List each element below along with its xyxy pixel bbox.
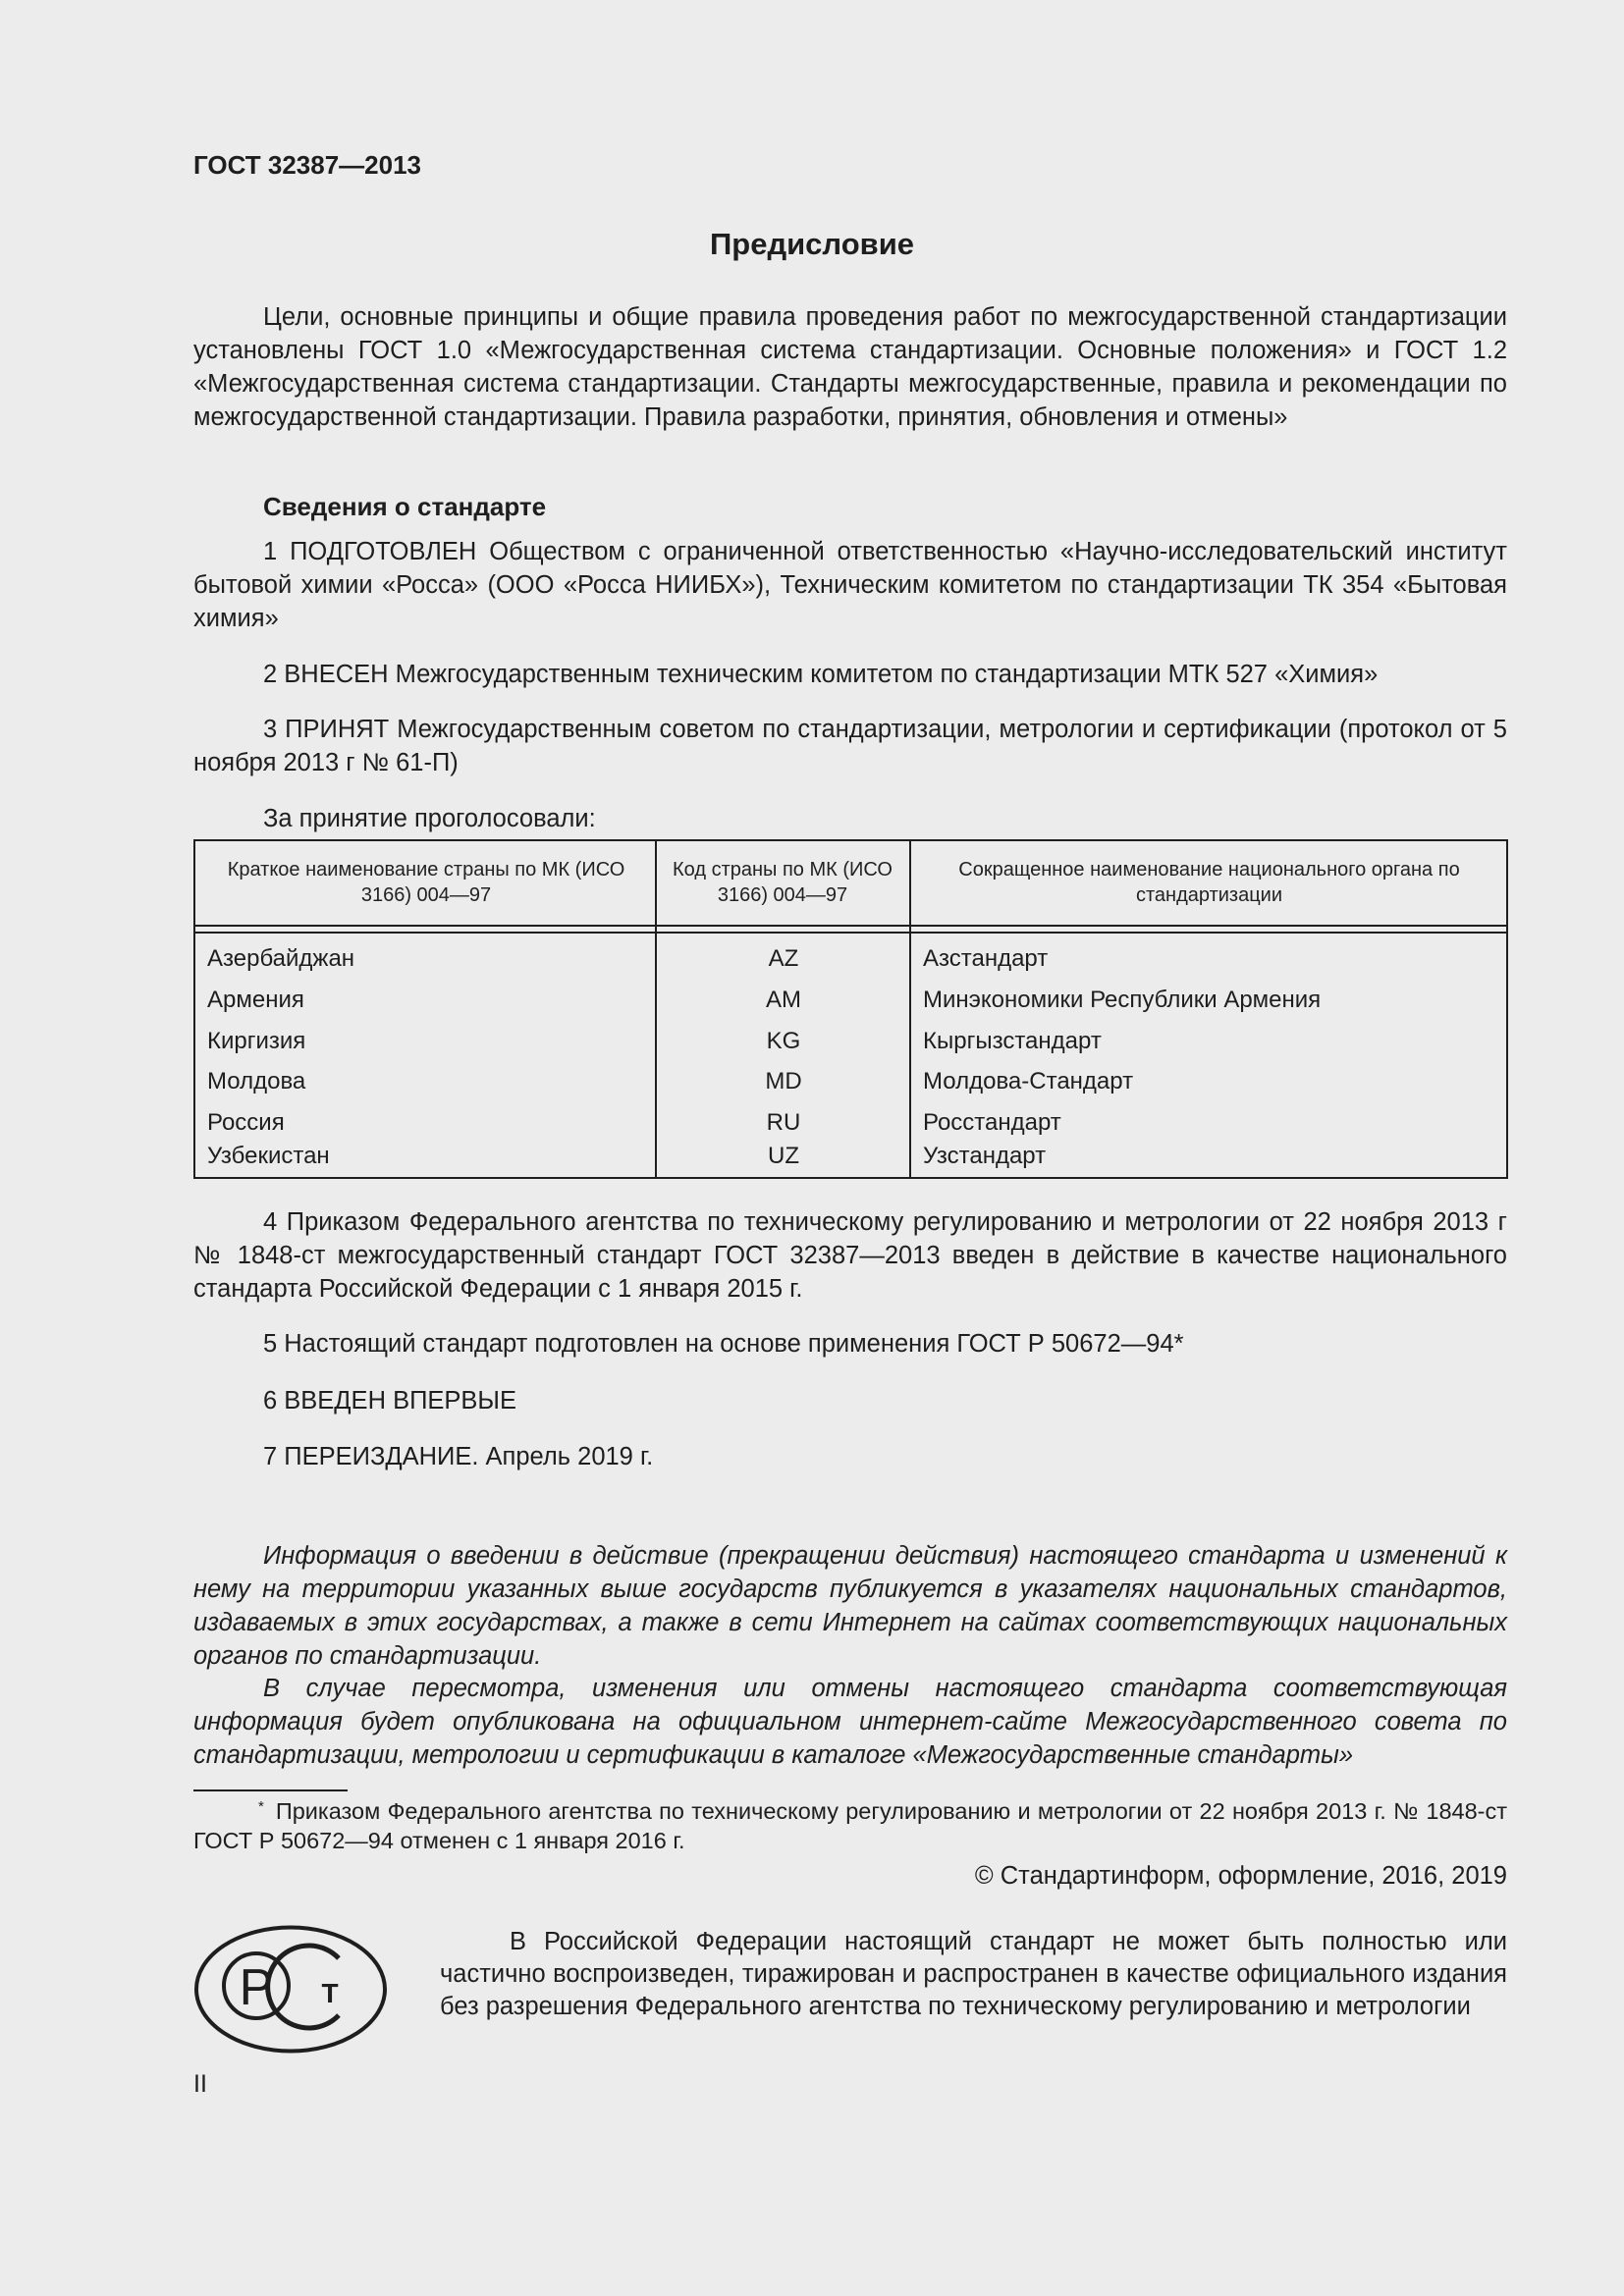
- document-id: ГОСТ 32387—2013: [193, 150, 421, 180]
- table-cell-country: Киргизия: [207, 1028, 306, 1054]
- table-cell-body: Росстандарт: [923, 1109, 1061, 1136]
- table-cell-country: Узбекистан: [207, 1143, 330, 1169]
- item-1: 1 ПОДГОТОВЛЕН Обществом с ограниченной ответственностью «Научно-исследовательский институт бытовой химии «Росса» (ООО «Росса НИИБХ»), Техническим комитетом по стандартизации ТК 354 «Бытовая химия»: [193, 538, 1507, 632]
- table-cell-body: Кыргызстандарт: [923, 1028, 1102, 1054]
- voting-table: [193, 839, 1508, 1179]
- logo-letter-t: Т: [321, 1978, 339, 2008]
- table-cell-body: Азстандарт: [923, 945, 1049, 972]
- table-header-body: Сокращенное наименование национального органа по стандартизации: [958, 859, 1460, 906]
- logo-letter-r: Р: [239, 1959, 274, 2016]
- table-cell-country: Россия: [207, 1109, 285, 1136]
- item-4: 4 Приказом Федерального агентства по техническому регулированию и метрологии от 22 ноября 2013 г № 1848-ст межгосударственный стандарт ГОСТ 32387—2013 введен в действие в качестве национального стандарта Российской Федерации с 1 января 2015 г.: [193, 1208, 1507, 1303]
- item-7: 7 ПЕРЕИЗДАНИЕ. Апрель 2019 г.: [263, 1443, 654, 1470]
- notice-paragraph: В случае пересмотра, изменения или отмены настоящего стандарта соответствующая информация будет опубликована на официальном интернет-сайте Межгосударственного совета по стандартизации, метрологии и сертификации в каталоге «Межгосударственные стандарты»: [193, 1675, 1507, 1769]
- item-5: 5 Настоящий стандарт подготовлен на основе применения ГОСТ Р 50672—94*: [263, 1330, 1184, 1358]
- footnote-mark: *: [258, 1798, 264, 1815]
- copyright: © Стандартинформ, оформление, 2016, 2019: [974, 1862, 1507, 1890]
- item-3: 3 ПРИНЯТ Межгосударственным советом по стандартизации, метрологии и сертификации (протокол от 5 ноября 2013 г № 61-П): [193, 716, 1507, 776]
- table-cell-body: Узстандарт: [923, 1143, 1047, 1169]
- table-cell-body: Минэкономики Республики Армения: [923, 987, 1322, 1013]
- voted-label: За принятие проголосовали:: [263, 805, 596, 832]
- table-cell-code: RU: [766, 1109, 801, 1136]
- reprint-notice: В Российской Федерации настоящий стандарт не может быть полностью или частично воспроизведен, тиражирован и распространен в качестве официального издания без разрешения Федерального агентства по техническому регулированию и метрологии: [440, 1928, 1507, 2020]
- header-rule: [195, 925, 1506, 927]
- rst-logo: [193, 1924, 388, 2055]
- section-heading: Сведения о стандарте: [263, 492, 547, 521]
- page-title: Предисловие: [709, 227, 914, 261]
- footnote-rule: [193, 1789, 348, 1791]
- table-cell-country: Армения: [207, 987, 304, 1013]
- footnote-text: Приказом Федерального агентства по техническому регулированию и метрологии от 22 ноября 2013 г. № 1848-ст ГОСТ Р 50672—94 отменен с 1 января 2016 г.: [193, 1798, 1507, 1853]
- header-rule: [195, 932, 1506, 934]
- page-number: II: [193, 2070, 207, 2098]
- item-2: 2 ВНЕСЕН Межгосударственным техническим комитетом по стандартизации МТК 527 «Химия»: [263, 661, 1379, 688]
- table-cell-country: Молдова: [207, 1068, 306, 1095]
- table-cell-body: Молдова-Стандарт: [923, 1068, 1134, 1095]
- table-header-code: Код страны по МК (ИСО 3166) 004—97: [673, 859, 893, 906]
- table-cell-code: MD: [765, 1068, 802, 1095]
- item-6: 6 ВВЕДЕН ВПЕРВЫЕ: [263, 1387, 517, 1415]
- table-cell-code: KG: [766, 1028, 801, 1054]
- table-cell-country: Азербайджан: [207, 945, 355, 972]
- intro-paragraph: Цели, основные принципы и общие правила проведения работ по межгосударственной стандартизации установлены ГОСТ 1.0 «Межгосударственная система стандартизации. Основные положения» и ГОСТ 1.2 «Межгосударственная система стандартизации. Стандарты межгосударственные, правила и рекомендации по межгосударственной стандартизации. Правила разработки, принятия, обновления и отмены»: [193, 303, 1507, 431]
- table-header-country: Краткое наименование страны по МК (ИСО 3166) 004—97: [227, 859, 625, 906]
- table-cell-code: AM: [766, 987, 801, 1013]
- footnote: [193, 1796, 1507, 1855]
- table-cell-code: UZ: [768, 1143, 799, 1169]
- notice-paragraph: Информация о введении в действие (прекращении действия) настоящего стандарта и изменений к нему на территории указанных выше государств публикуется в указателях национальных стандартов, издаваемых в этих государствах, а также в сети Интернет на сайтах соответствующих национальных органов по стандартизации.: [193, 1542, 1507, 1670]
- table-cell-code: AZ: [768, 945, 799, 972]
